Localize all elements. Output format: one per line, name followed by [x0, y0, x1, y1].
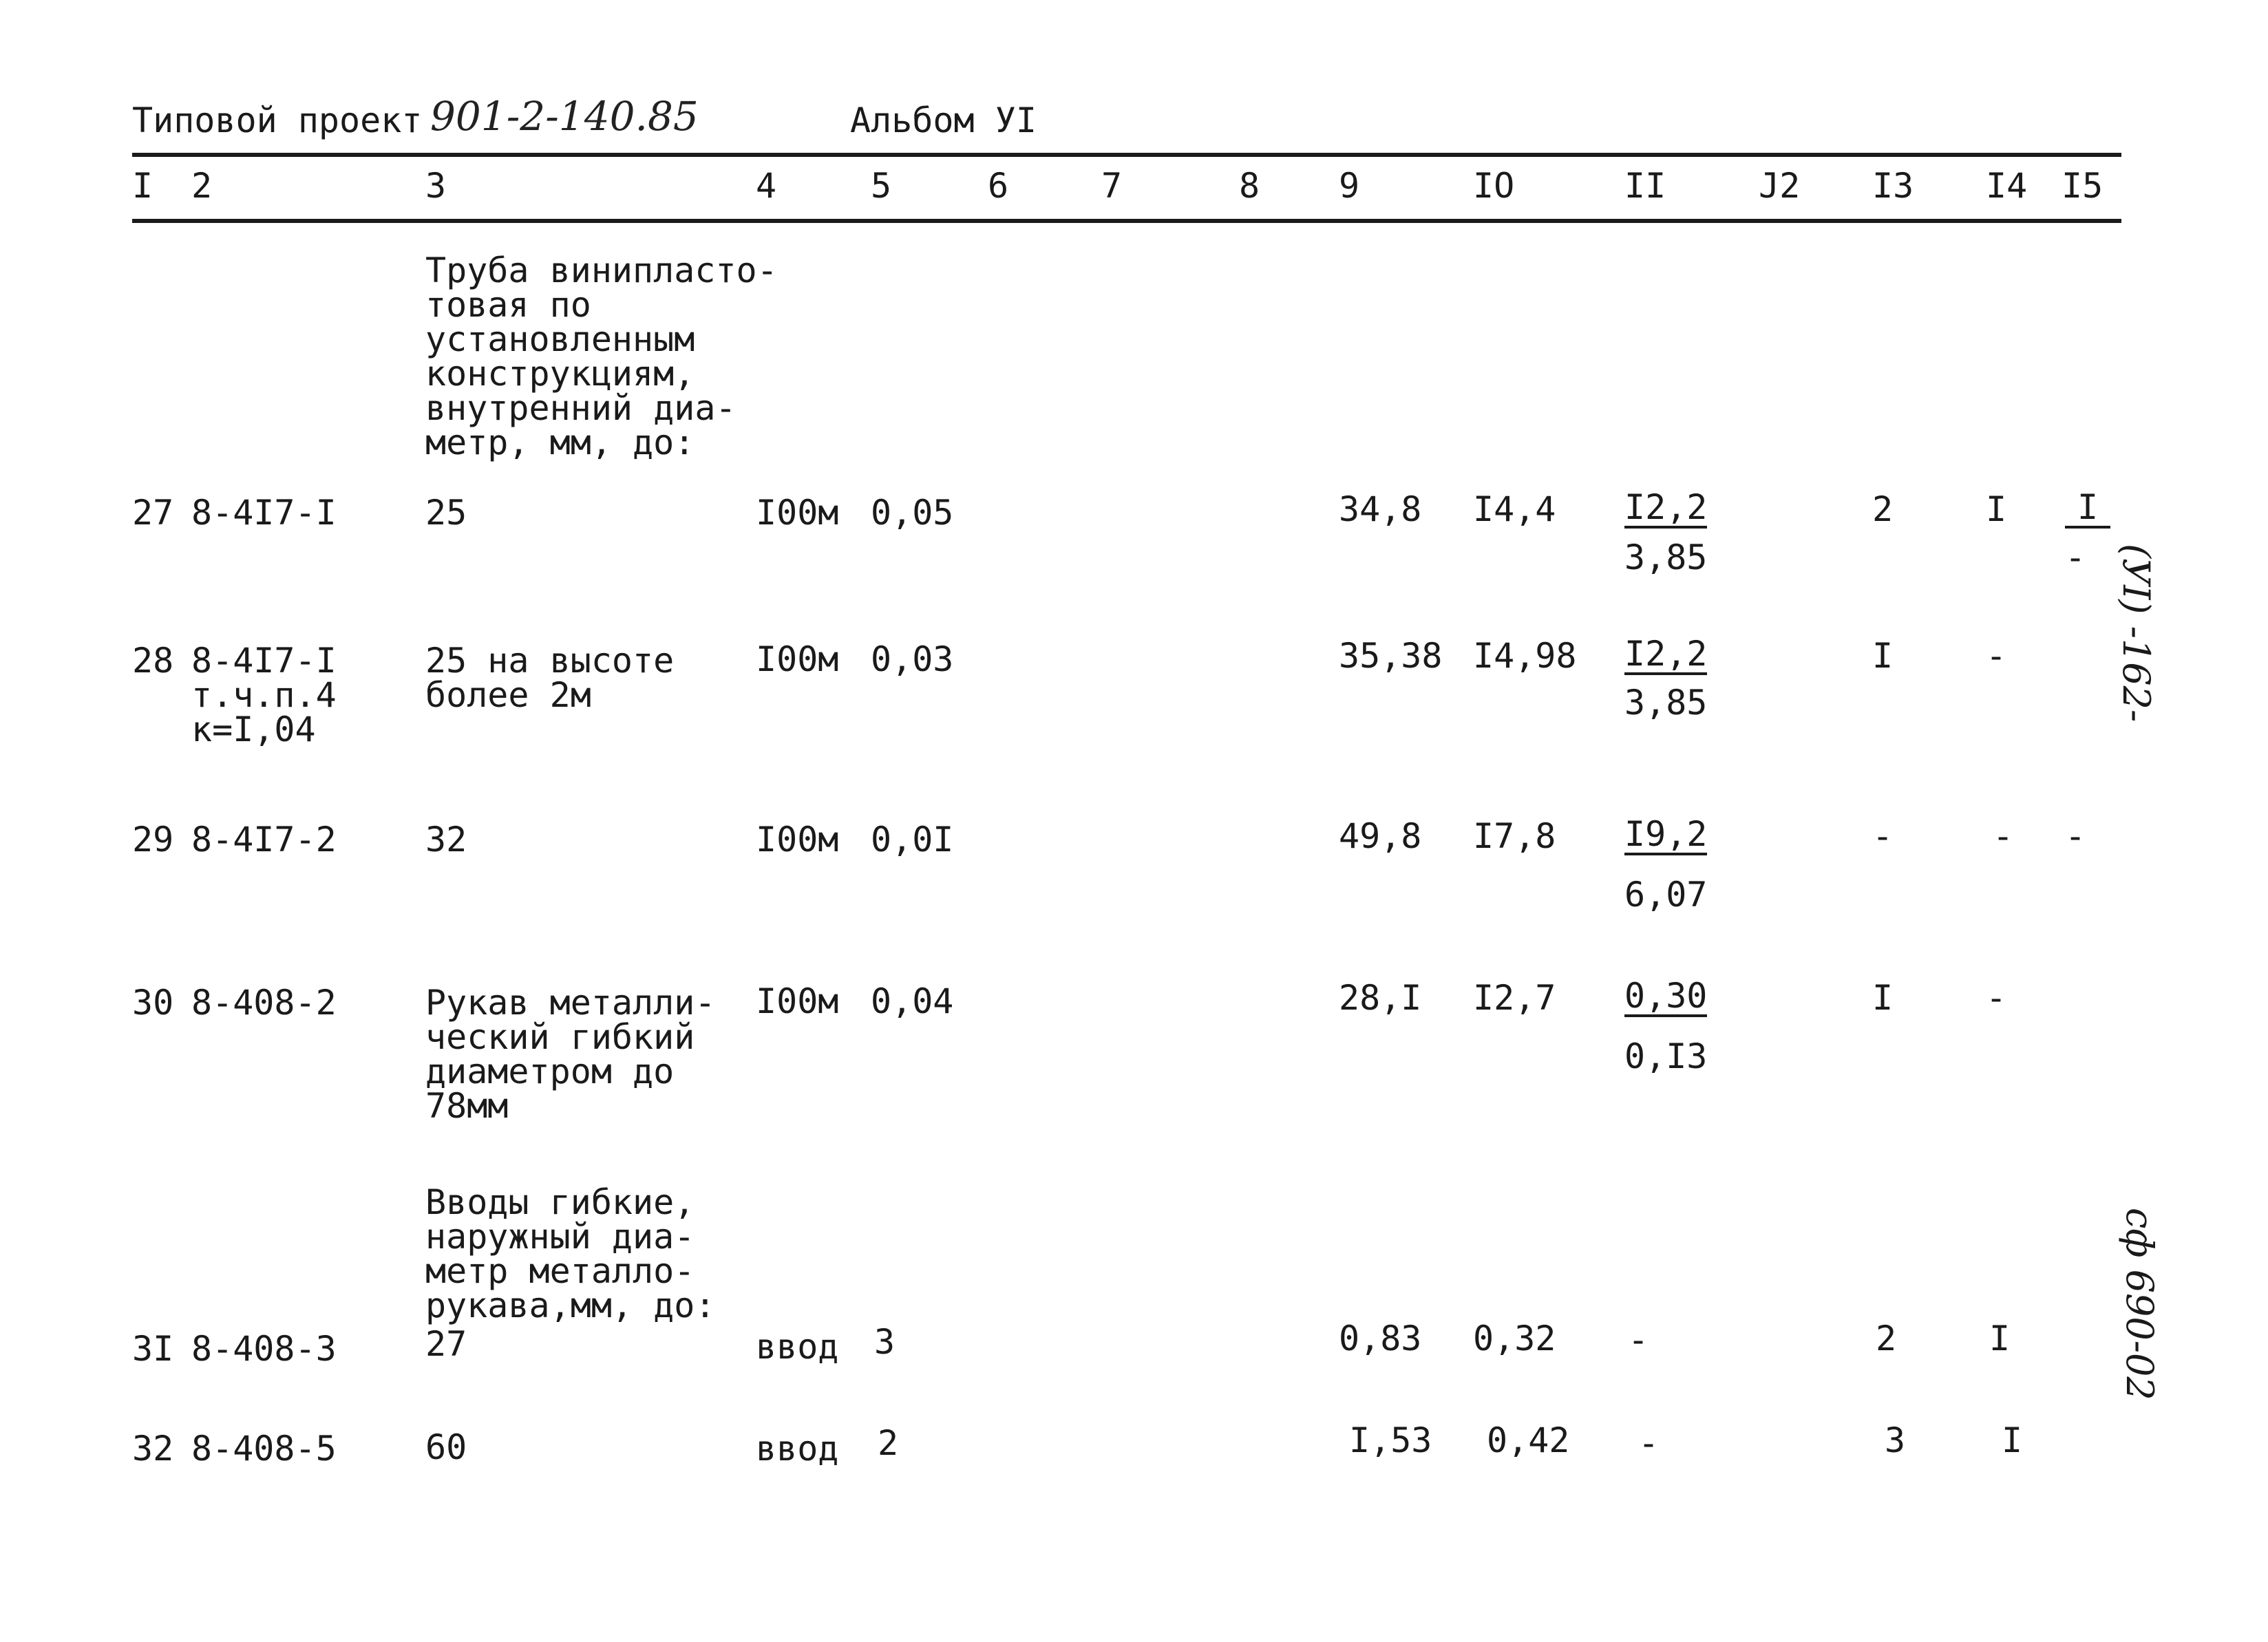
unit: I00м — [756, 820, 839, 860]
section-heading-pipe: Труба винипласто- товая по установленным конструкциям, внутренний диа- метр, мм, до: — [425, 250, 778, 462]
col10-value: 0,42 — [1487, 1420, 1570, 1460]
col9-value: 49,8 — [1339, 816, 1422, 856]
col11-value: - — [1638, 1423, 1660, 1463]
col14-value: I — [2002, 1420, 2023, 1460]
quantity: 0,04 — [871, 981, 954, 1021]
col11-bottom-value: 3,85 — [1624, 537, 1708, 577]
col11-bottom-value: 6,07 — [1624, 875, 1708, 915]
col-header-4: 4 — [756, 166, 777, 206]
col10-value: I2,7 — [1473, 978, 1556, 1018]
col9-value: 0,83 — [1339, 1319, 1422, 1358]
quantity: 0,05 — [871, 493, 954, 533]
row-number: 3I — [132, 1329, 174, 1369]
col-header-11: II — [1624, 166, 1666, 206]
col9-value: 35,38 — [1339, 636, 1443, 676]
work-description: 60 — [425, 1427, 467, 1467]
col-header-8: 8 — [1239, 166, 1260, 206]
col13-value: 2 — [1876, 1319, 1897, 1358]
col11-top-value: I2,2 — [1624, 487, 1708, 527]
col14-value: I — [1989, 1319, 2011, 1358]
col-header-7: 7 — [1101, 166, 1123, 206]
rate-code: 8-408-2 — [191, 983, 337, 1023]
work-description: 25 на высоте более 2м — [425, 641, 675, 715]
row-number: 29 — [132, 820, 174, 860]
col15-value: - — [2065, 816, 2086, 856]
row-number: 28 — [132, 641, 174, 681]
col13-value: I — [1872, 978, 1894, 1018]
col-header-13: I3 — [1872, 166, 1914, 206]
work-description: 27 — [425, 1324, 467, 1364]
col10-value: I4,4 — [1473, 489, 1556, 529]
row-number: 32 — [132, 1429, 174, 1469]
col11-top-value: I9,2 — [1624, 814, 1708, 854]
row-number: 30 — [132, 983, 174, 1023]
col10-value: I4,98 — [1473, 636, 1577, 676]
col15-bottom-value: - — [2065, 537, 2086, 577]
header-bottom-rule — [132, 219, 2121, 223]
header-top-rule — [132, 153, 2121, 157]
col11-top-value: 0,30 — [1624, 976, 1708, 1016]
col-header-15: I5 — [2062, 166, 2103, 206]
col13-value: 3 — [1885, 1420, 1906, 1460]
project-label: Типовой проект — [132, 100, 423, 140]
col14-value: - — [1993, 816, 2014, 856]
album-label: Альбом УI — [850, 100, 1037, 140]
rate-code: 8-408-3 — [191, 1329, 337, 1369]
unit: I00м — [756, 493, 839, 533]
col11-top-value: I2,2 — [1624, 634, 1708, 674]
col11-value: - — [1628, 1320, 1649, 1360]
col11-bottom-value: 0,I3 — [1624, 1036, 1708, 1076]
col9-value: 34,8 — [1339, 489, 1422, 529]
col-header-10: IO — [1473, 166, 1515, 206]
col13-value: 2 — [1872, 489, 1894, 529]
col14-value: - — [1986, 636, 2007, 676]
page-number-mark: (УI) -162- — [2115, 544, 2158, 723]
quantity: 2 — [878, 1423, 899, 1463]
col-header-9: 9 — [1339, 166, 1360, 206]
col10-value: I7,8 — [1473, 816, 1556, 856]
unit: ввод — [756, 1429, 839, 1469]
col-header-2: 2 — [191, 166, 213, 206]
rate-code: 8-4I7-I — [191, 493, 337, 533]
unit: ввод — [756, 1327, 839, 1367]
quantity: 0,0I — [871, 820, 954, 860]
col-header-14: I4 — [1986, 166, 2028, 206]
rate-code: 8-4I7-I т.ч.п.4 к=I,04 — [191, 641, 337, 749]
col13-value: - — [1872, 816, 1894, 856]
col15-top-value: I — [2065, 490, 2110, 529]
project-number: 901-2-140.85 — [430, 93, 699, 140]
col14-value: - — [1986, 978, 2007, 1018]
col9-value: 28,I — [1339, 978, 1422, 1018]
quantity: 0,03 — [871, 639, 954, 679]
quantity: 3 — [874, 1322, 895, 1362]
rate-code: 8-408-5 — [191, 1429, 337, 1469]
col14-value: I — [1986, 489, 2007, 529]
work-description: Рукав металли- ческий гибкий диаметром до 78мм — [425, 983, 716, 1126]
col-header-3: 3 — [425, 166, 447, 206]
col-header-5: 5 — [871, 166, 892, 206]
col10-value: 0,32 — [1473, 1319, 1556, 1358]
archive-stamp-mark: сф 690-02 — [2118, 1208, 2161, 1400]
section-heading-inputs: Вводы гибкие, наружный диа- метр металло- рукава,мм, до: — [425, 1182, 716, 1325]
unit: I00м — [756, 639, 839, 679]
unit: I00м — [756, 981, 839, 1021]
work-description: 32 — [425, 820, 467, 860]
work-description: 25 — [425, 493, 467, 533]
col-header-12: J2 — [1759, 166, 1801, 206]
col-header-1: I — [132, 166, 153, 206]
col11-bottom-value: 3,85 — [1624, 683, 1708, 723]
row-number: 27 — [132, 493, 174, 533]
col13-value: I — [1872, 636, 1894, 676]
rate-code: 8-4I7-2 — [191, 820, 337, 860]
col9-value: I,53 — [1349, 1420, 1432, 1460]
col-header-6: 6 — [988, 166, 1009, 206]
